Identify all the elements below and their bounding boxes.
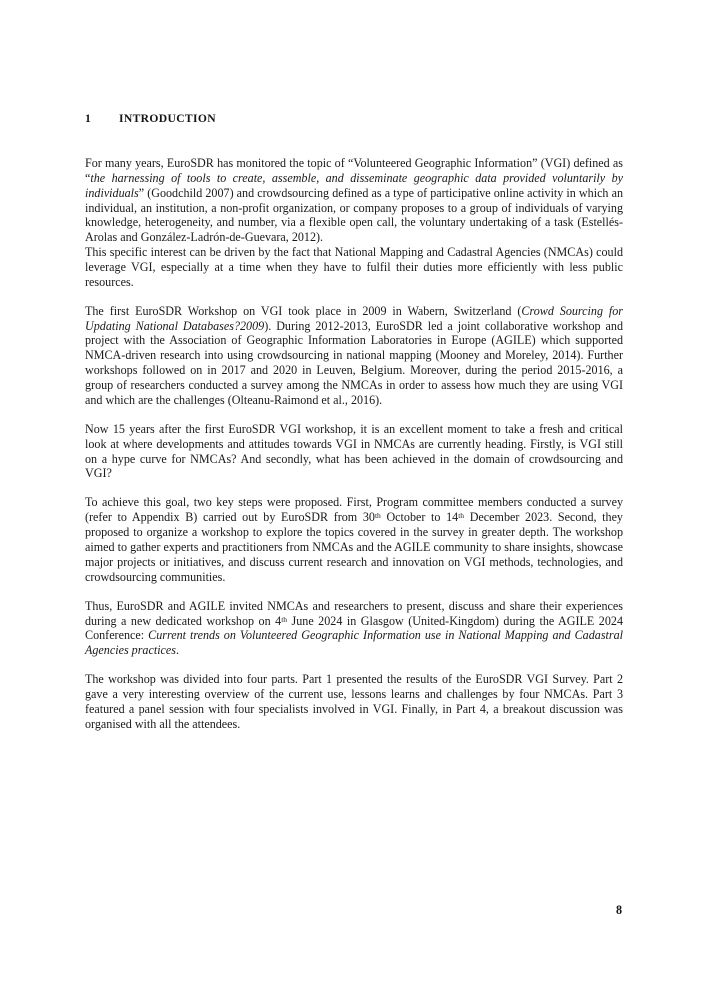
paragraph (85, 495, 623, 584)
text-run: ” (Goodchild 2007) and crowdsourcing defined as a type of participative online activity in which an individual, an institution, a non-profit organization, or company proposes to a group of individuals of varying knowledge, heterogeneity, and number, via a flexible open call, the voluntary undertaking of a task (Estellés-Arolas and González-Ladrón-de-Guevara, 2012). (85, 185, 623, 245)
section-number: 1 (85, 112, 92, 125)
text-run: October to 14 (380, 510, 459, 525)
text-run: For many years, EuroSDR has monitored the topic of “Volunteered Geographic Information” (VGI) defined as “ (85, 156, 623, 185)
superscript-ordinal: th (374, 511, 381, 521)
paragraph (85, 599, 623, 658)
text-run: Now 15 years after the first EuroSDR VGI workshop, it is an excellent moment to take a fresh and critical look at where developments and attitudes towards VGI in NMCAs are currently heading. Firstly, is VGI still on a hype curve for NMCAs? And secondly, what has been achieved in the domain of crowdsourcing and VGI? (85, 421, 623, 481)
superscript-ordinal: th (281, 614, 288, 624)
paragraph (85, 422, 623, 481)
text-run: Thus, EuroSDR and AGILE invited NMCAs and researchers to present, discuss and share their experiences during a new dedicated workshop on 4 (85, 598, 623, 628)
text-run: ). During 2012-2013, EuroSDR led a joint collaborative workshop and project with the Association of Geographic Information Laboratories in Europe (AGILE) which supported NMCA-driven research into using crowdsourcing in national mapping (Mooney and Moreley, 2014). Further workshops followed on in 2017 and 2020 in Leuven, Belgium. Moreover, during the period 2015-2016, a group of researchers conducted a survey among the NMCAs in order to assess how much they are using VGI and which are the challenges (Olteanu-Raimond et al., 2016). (85, 318, 623, 407)
italic-run: Crowd Sourcing for Updating National Databases?2009 (85, 303, 623, 333)
section-heading (85, 112, 623, 125)
text-run: The workshop was divided into four parts. Part 1 presented the results of the EuroSDR VGI Survey. Part 2 gave a very interesting overview of the current use, lessons learns and challenges by four NMCAs. Part 3 featured a panel session with four specialists involved in VGI. Finally, in Part 4, a breakout discussion was organised with all the attendees. (85, 672, 623, 731)
text-run: June 2024 in Glasgow (United-Kingdom) during the AGILE 2024 Conference: (85, 613, 623, 643)
paragraph (85, 156, 623, 245)
text-run: December 2023. Second, they proposed to organize a workshop to explore the topics covered in the survey in greater depth. The workshop aimed to gather experts and practitioners from NMCAs and the AGILE community to share insights, showcase major projects or initiatives, and discuss current research and innovation on VGI methods, technologies, and crowdsourcing communities. (85, 510, 623, 584)
body-text (85, 156, 623, 732)
page-content (85, 112, 623, 732)
text-run: This specific interest can be driven by the fact that National Mapping and Cadastral Agencies (NMCAs) could leverage VGI, especially at a time when they have to fulfil their duties more efficiently with less public resources. (85, 245, 623, 289)
superscript-ordinal: th (458, 511, 465, 521)
paragraph (85, 672, 623, 731)
paragraph (85, 304, 623, 408)
italic-run: Current trends on Volunteered Geographic Information use in National Mapping and Cadastral Agencies practices (85, 628, 623, 658)
text-run: To achieve this goal, two key steps were proposed. First, Program committee members conducted a survey (refer to Appendix B) carried out by EuroSDR from 30 (85, 495, 623, 525)
paragraph (85, 245, 623, 290)
italic-run: the harnessing of tools to create, assemble, and disseminate geographic data provided voluntarily by individuals (85, 170, 623, 200)
text-run: The first EuroSDR Workshop on VGI took place in 2009 in Wabern, Switzerland ( (85, 303, 522, 318)
section-title: INTRODUCTION (119, 112, 216, 125)
text-run: . (176, 643, 180, 658)
page-number: 8 (615, 903, 622, 917)
